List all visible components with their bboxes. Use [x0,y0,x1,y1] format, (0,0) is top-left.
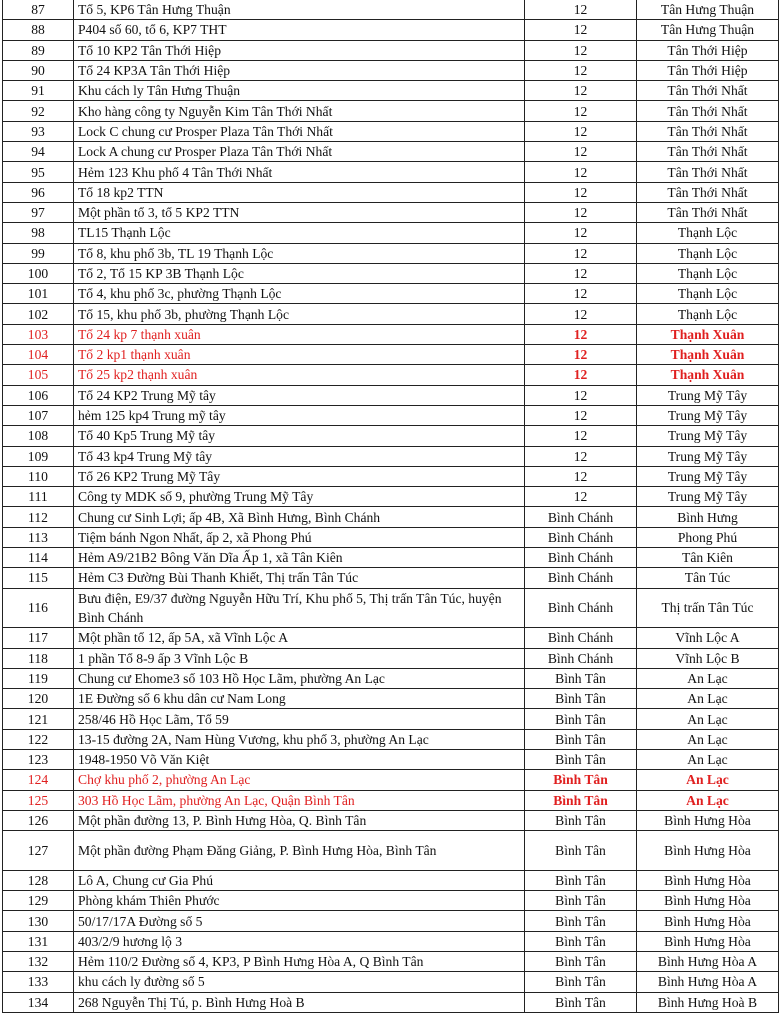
table-row [3,668,779,688]
ward-cell: Thạnh Lộc [637,263,779,283]
table-row [3,507,779,527]
address-cell: 1E Đường số 6 khu dân cư Nam Long [74,689,525,709]
row-number: 114 [3,548,74,568]
ward-cell: Thạnh Lộc [637,304,779,324]
table-row [3,243,779,263]
row-number: 126 [3,810,74,830]
district-cell: 12 [525,263,637,283]
row-number: 122 [3,729,74,749]
district-cell: Bình Tân [525,709,637,729]
table-row [3,304,779,324]
ward-cell: Bình Hưng Hòa [637,931,779,951]
row-number: 113 [3,527,74,547]
address-cell: Tổ 5, KP6 Tân Hưng Thuận [74,0,525,20]
district-cell: 12 [525,466,637,486]
address-cell: Tổ 10 KP2 Tân Thới Hiệp [74,40,525,60]
ward-cell: Thạnh Lộc [637,243,779,263]
row-number: 134 [3,992,74,1012]
ward-cell: Tân Thới Hiệp [637,60,779,80]
ward-cell: Tân Thới Nhất [637,162,779,182]
table-row [3,689,779,709]
row-number: 115 [3,568,74,588]
address-cell: Chợ khu phố 2, phường An Lạc [74,770,525,790]
ward-cell: Thạnh Xuân [637,345,779,365]
address-cell: Tổ 26 KP2 Trung Mỹ Tây [74,466,525,486]
row-number: 103 [3,324,74,344]
address-cell: 13-15 đường 2A, Nam Hùng Vương, khu phố 3, phường An Lạc [74,729,525,749]
address-cell: Lock C chung cư Prosper Plaza Tân Thới Nhất [74,121,525,141]
table-row [3,284,779,304]
district-cell: 12 [525,101,637,121]
district-cell: Bình Tân [525,770,637,790]
address-cell: Tiệm bánh Ngon Nhất, ấp 2, xã Phong Phú [74,527,525,547]
row-number: 132 [3,951,74,971]
row-number: 129 [3,891,74,911]
address-cell: Tổ 8, khu phố 3b, TL 19 Thạnh Lộc [74,243,525,263]
district-cell: Bình Tân [525,790,637,810]
ward-cell: An Lạc [637,749,779,769]
address-cell: TL15 Thạnh Lộc [74,223,525,243]
row-number: 87 [3,0,74,20]
address-cell: 303 Hồ Học Lãm, phường An Lạc, Quận Bình Tân [74,790,525,810]
district-cell: Bình Tân [525,911,637,931]
district-cell: Bình Tân [525,992,637,1012]
district-cell: 12 [525,345,637,365]
table-row [3,426,779,446]
row-number: 108 [3,426,74,446]
address-cell: Tổ 2, Tổ 15 KP 3B Thạnh Lộc [74,263,525,283]
table-row [3,749,779,769]
row-number: 99 [3,243,74,263]
row-number: 91 [3,81,74,101]
table-row [3,548,779,568]
row-number: 97 [3,202,74,222]
ward-cell: Tân Hưng Thuận [637,0,779,20]
row-number: 95 [3,162,74,182]
table-row [3,365,779,385]
ward-cell: Tân Túc [637,568,779,588]
district-cell: 12 [525,202,637,222]
district-cell: 12 [525,284,637,304]
ward-cell: Trung Mỹ Tây [637,405,779,425]
address-cell: Chung cư Sinh Lợi; ấp 4B, Xã Bình Hưng, Bình Chánh [74,507,525,527]
district-cell: 12 [525,324,637,344]
table-row [3,951,779,971]
ward-cell: Tân Thới Nhất [637,142,779,162]
district-cell: Bình Tân [525,870,637,890]
district-cell: 12 [525,365,637,385]
district-cell: Bình Tân [525,810,637,830]
table-row [3,709,779,729]
table-row [3,770,779,790]
address-cell: Chung cư Ehome3 số 103 Hồ Học Lãm, phường An Lạc [74,668,525,688]
address-cell: Một phần đường 13, P. Bình Hưng Hòa, Q. Bình Tân [74,810,525,830]
ward-cell: Tân Kiên [637,548,779,568]
address-cell: Tổ 2 kp1 thạnh xuân [74,345,525,365]
district-cell: 12 [525,142,637,162]
table-row [3,101,779,121]
table-row [3,790,779,810]
ward-cell: Thạnh Xuân [637,324,779,344]
ward-cell: An Lạc [637,668,779,688]
row-number: 110 [3,466,74,486]
address-cell: Bưu điện, E9/37 đường Nguyễn Hữu Trí, Khu phố 5, Thị trấn Tân Túc, huyện Bình Chánh [74,588,525,628]
address-cell: Hẻm 110/2 Đường số 4, KP3, P Bình Hưng Hòa A, Q Bình Tân [74,951,525,971]
address-cell: Phòng khám Thiên Phước [74,891,525,911]
district-cell: Bình Tân [525,729,637,749]
district-cell: 12 [525,121,637,141]
row-number: 117 [3,628,74,648]
table-row [3,527,779,547]
table-row [3,60,779,80]
table-row [3,870,779,890]
district-cell: 12 [525,487,637,507]
address-cell: Một phần tổ 3, tổ 5 KP2 TTN [74,202,525,222]
ward-cell: Tân Thới Nhất [637,121,779,141]
district-cell: 12 [525,182,637,202]
row-number: 127 [3,831,74,871]
ward-cell: Bình Hưng Hòa [637,870,779,890]
row-number: 94 [3,142,74,162]
ward-cell: Phong Phú [637,527,779,547]
district-cell: Bình Chánh [525,628,637,648]
ward-cell: Thạnh Xuân [637,365,779,385]
address-cell: Lock A chung cư Prosper Plaza Tân Thới Nhất [74,142,525,162]
row-number: 109 [3,446,74,466]
ward-cell: Bình Hưng Hòa A [637,951,779,971]
table-row [3,405,779,425]
ward-cell: An Lạc [637,729,779,749]
ward-cell: An Lạc [637,689,779,709]
district-cell: 12 [525,446,637,466]
ward-cell: Bình Hưng Hòa [637,831,779,871]
ward-cell: Bình Hưng Hòa [637,810,779,830]
district-cell: Bình Chánh [525,507,637,527]
address-cell: 1948-1950 Võ Văn Kiệt [74,749,525,769]
ward-cell: Trung Mỹ Tây [637,385,779,405]
table-row [3,121,779,141]
district-cell: 12 [525,385,637,405]
address-cell: Một phần đường Phạm Đăng Giảng, P. Bình Hưng Hòa, Bình Tân [74,831,525,871]
table-row [3,182,779,202]
ward-cell: An Lạc [637,790,779,810]
address-cell: Lô A, Chung cư Gia Phú [74,870,525,890]
table-row [3,324,779,344]
district-cell: 12 [525,162,637,182]
address-cell: Hẻm 123 Khu phố 4 Tân Thới Nhất [74,162,525,182]
table-row [3,911,779,931]
address-cell: 50/17/17A Đường số 5 [74,911,525,931]
address-cell: Một phần tổ 12, ấp 5A, xã Vĩnh Lộc A [74,628,525,648]
address-cell: Tổ 4, khu phố 3c, phường Thạnh Lộc [74,284,525,304]
district-cell: Bình Tân [525,831,637,871]
row-number: 131 [3,931,74,951]
address-cell: Tổ 40 Kp5 Trung Mỹ tây [74,426,525,446]
row-number: 93 [3,121,74,141]
address-cell: 1 phần Tổ 8-9 ấp 3 Vĩnh Lộc B [74,648,525,668]
row-number: 104 [3,345,74,365]
location-table [2,0,779,1013]
table-row [3,385,779,405]
row-number: 118 [3,648,74,668]
ward-cell: Tân Thới Hiệp [637,40,779,60]
ward-cell: Bình Hưng Hòa [637,911,779,931]
district-cell: 12 [525,40,637,60]
row-number: 96 [3,182,74,202]
ward-cell: An Lạc [637,709,779,729]
district-cell: Bình Chánh [525,527,637,547]
table-row [3,972,779,992]
ward-cell: Bình Hưng Hòa A [637,972,779,992]
row-number: 128 [3,870,74,890]
table-row [3,446,779,466]
address-cell: 268 Nguyễn Thị Tú, p. Bình Hưng Hoà B [74,992,525,1012]
address-cell: Khu cách ly Tân Hưng Thuận [74,81,525,101]
address-cell: P404 số 60, tổ 6, KP7 THT [74,20,525,40]
table-row [3,40,779,60]
ward-cell: Tân Thới Nhất [637,202,779,222]
table-row [3,81,779,101]
district-cell: 12 [525,0,637,20]
row-number: 116 [3,588,74,628]
district-cell: 12 [525,304,637,324]
table-row [3,588,779,628]
row-number: 121 [3,709,74,729]
table-row [3,202,779,222]
address-cell: Tổ 24 kp 7 thạnh xuân [74,324,525,344]
row-number: 130 [3,911,74,931]
district-cell: Bình Chánh [525,648,637,668]
address-cell: khu cách ly đường số 5 [74,972,525,992]
ward-cell: Trung Mỹ Tây [637,446,779,466]
address-cell: Hẻm A9/21B2 Bông Văn Dĩa Ấp 1, xã Tân Kiên [74,548,525,568]
table-row [3,831,779,871]
address-cell: 403/2/9 hương lộ 3 [74,931,525,951]
district-cell: Bình Tân [525,951,637,971]
table-row [3,931,779,951]
row-number: 124 [3,770,74,790]
table-row [3,568,779,588]
table-row [3,0,779,20]
ward-cell: An Lạc [637,770,779,790]
row-number: 111 [3,487,74,507]
table-row [3,891,779,911]
row-number: 112 [3,507,74,527]
ward-cell: Bình Hưng Hòa [637,891,779,911]
district-cell: Bình Tân [525,689,637,709]
row-number: 90 [3,60,74,80]
row-number: 119 [3,668,74,688]
district-cell: 12 [525,223,637,243]
ward-cell: Vĩnh Lộc A [637,628,779,648]
table-row [3,992,779,1012]
address-cell: Kho hàng công ty Nguyễn Kim Tân Thới Nhất [74,101,525,121]
row-number: 107 [3,405,74,425]
address-cell: Tổ 24 KP3A Tân Thới Hiệp [74,60,525,80]
table-row [3,20,779,40]
address-cell: Công ty MDK số 9, phường Trung Mỹ Tây [74,487,525,507]
table-row [3,729,779,749]
row-number: 101 [3,284,74,304]
table-row [3,648,779,668]
row-number: 98 [3,223,74,243]
table-row [3,142,779,162]
row-number: 92 [3,101,74,121]
ward-cell: Thạnh Lộc [637,284,779,304]
table-row [3,263,779,283]
table-row [3,487,779,507]
district-cell: Bình Tân [525,749,637,769]
district-cell: Bình Chánh [525,568,637,588]
address-cell: Tổ 43 kp4 Trung Mỹ tây [74,446,525,466]
ward-cell: Tân Hưng Thuận [637,20,779,40]
district-cell: 12 [525,81,637,101]
address-cell: Tổ 25 kp2 thạnh xuân [74,365,525,385]
table-row [3,345,779,365]
ward-cell: Vĩnh Lộc B [637,648,779,668]
district-cell: 12 [525,243,637,263]
row-number: 120 [3,689,74,709]
district-cell: 12 [525,60,637,80]
ward-cell: Tân Thới Nhất [637,81,779,101]
district-cell: 12 [525,426,637,446]
row-number: 88 [3,20,74,40]
address-cell: 258/46 Hồ Học Lãm, Tổ 59 [74,709,525,729]
ward-cell: Bình Hưng Hoà B [637,992,779,1012]
table-row [3,223,779,243]
row-number: 105 [3,365,74,385]
address-cell: Tổ 15, khu phố 3b, phường Thạnh Lộc [74,304,525,324]
row-number: 133 [3,972,74,992]
ward-cell: Tân Thới Nhất [637,101,779,121]
ward-cell: Tân Thới Nhất [637,182,779,202]
ward-cell: Thị trấn Tân Túc [637,588,779,628]
district-cell: Bình Chánh [525,548,637,568]
address-cell: Tổ 24 KP2 Trung Mỹ tây [74,385,525,405]
district-cell: Bình Tân [525,972,637,992]
district-cell: Bình Tân [525,891,637,911]
district-cell: 12 [525,405,637,425]
row-number: 123 [3,749,74,769]
table-row [3,466,779,486]
ward-cell: Trung Mỹ Tây [637,487,779,507]
address-cell: Hẻm C3 Đường Bùi Thanh Khiết, Thị trấn Tân Túc [74,568,525,588]
row-number: 102 [3,304,74,324]
address-cell: hẻm 125 kp4 Trung mỹ tây [74,405,525,425]
row-number: 106 [3,385,74,405]
row-number: 125 [3,790,74,810]
district-cell: Bình Tân [525,931,637,951]
ward-cell: Bình Hưng [637,507,779,527]
ward-cell: Trung Mỹ Tây [637,466,779,486]
address-cell: Tổ 18 kp2 TTN [74,182,525,202]
table-row [3,810,779,830]
ward-cell: Thạnh Lộc [637,223,779,243]
row-number: 89 [3,40,74,60]
district-cell: Bình Tân [525,668,637,688]
ward-cell: Trung Mỹ Tây [637,426,779,446]
table-row [3,162,779,182]
district-cell: 12 [525,20,637,40]
row-number: 100 [3,263,74,283]
district-cell: Bình Chánh [525,588,637,628]
table-row [3,628,779,648]
table-body [3,0,779,1012]
